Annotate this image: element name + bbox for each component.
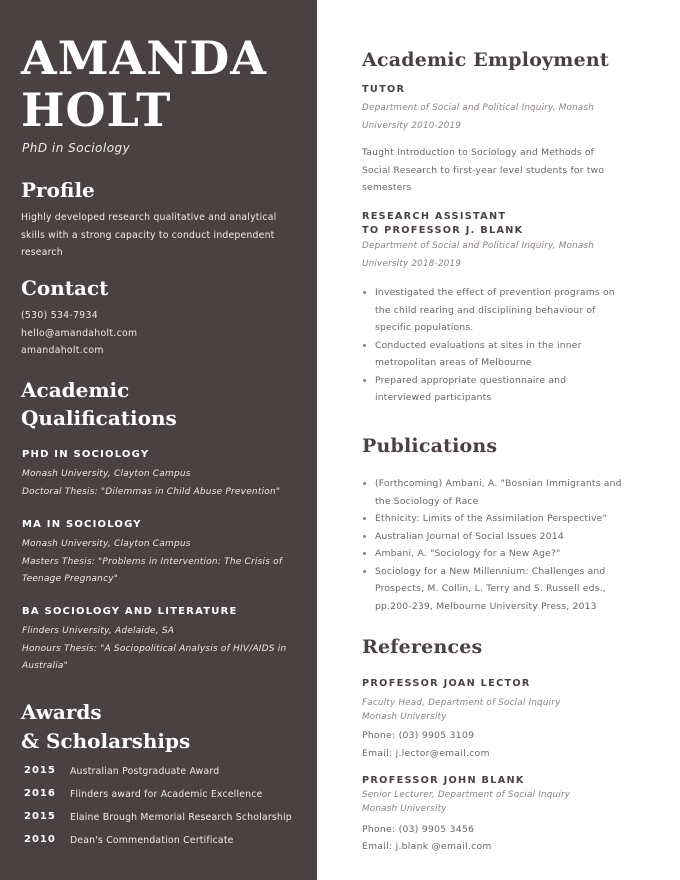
- awards-heading-line1: Awards: [21, 700, 102, 724]
- job-bullets: [362, 284, 622, 407]
- list-item: Ethnicity: Limits of the Assimilation Perspective": [362, 510, 622, 528]
- job-org: [362, 238, 622, 273]
- reference-email[interactable]: Email: j.lector@email.com: [362, 748, 490, 759]
- degree-detail: Australia": [22, 661, 68, 671]
- main-content: [317, 0, 680, 880]
- job-role: TUTOR: [362, 84, 406, 95]
- name-first: AMANDA: [21, 31, 267, 85]
- award-year: 2010: [24, 834, 56, 845]
- reference-title: [362, 787, 622, 818]
- degree-detail: Honours Thesis: "A Sociopolitical Analysis of HIV/AIDS in: [22, 644, 287, 654]
- profile-line: Highly developed research qualitative and analytical: [21, 212, 277, 223]
- reference-name: PROFESSOR JOAN LECTOR: [362, 678, 531, 689]
- profile-line: skills with a strong capacity to conduct independent: [21, 229, 275, 241]
- profile-line: research: [21, 247, 63, 258]
- job-description-line: Social Research to first-year level students for two: [362, 164, 605, 176]
- job-role-line: TO PROFESSOR J. BLANK: [362, 225, 524, 236]
- employment-heading: Academic Employment: [362, 49, 609, 71]
- degree-title: MA IN SOCIOLOGY: [22, 519, 142, 530]
- qualifications-heading-line2: Qualifications: [21, 406, 177, 430]
- job-org-line: Department of Social and Political Inquiry, Monash: [362, 103, 595, 113]
- qualifications-heading-line1: Academic: [21, 378, 130, 402]
- contact-website[interactable]: amandaholt.com: [21, 345, 104, 356]
- reference-phone: Phone: (03) 9905 3109: [362, 730, 475, 741]
- job-role: [362, 210, 523, 238]
- award-year: 2015: [24, 765, 56, 776]
- job-org: [362, 100, 622, 135]
- reference-email[interactable]: Email: j.blank @email.com: [362, 841, 492, 852]
- reference-title: [362, 695, 622, 726]
- degree-detail: Teenage Pregnancy": [22, 574, 119, 584]
- publications-heading: Publications: [362, 435, 498, 457]
- contact-phone: (530) 534-7934: [21, 310, 98, 321]
- list-item: Prepared appropriate questionnaire and interviewed participants: [362, 372, 622, 407]
- degree-detail: Masters Thesis: "Problems in Intervention: The Crisis of: [22, 557, 283, 567]
- award-title: Dean's Commendation Certificate: [70, 835, 234, 846]
- degree-detail: Doctoral Thesis: "Dilemmas in Child Abuse Prevention": [22, 487, 281, 497]
- job-org-line: Department of Social and Political Inquiry, Monash: [362, 241, 595, 251]
- reference-title-line: Faculty Head, Department of Social Inquiry: [362, 698, 561, 708]
- list-item: Sociology for a New Millennium: Challenges and Prospects, M. Collin, L. Terry and S. Russell eds., pp.200-239, Melbourne University Press, 2013: [362, 563, 622, 616]
- award-title: Australian Postgraduate Award: [70, 766, 220, 777]
- award-title: Flinders award for Academic Excellence: [70, 789, 263, 800]
- award-title: Elaine Brough Memorial Research Scholarship: [70, 812, 292, 823]
- contact-email[interactable]: hello@amandaholt.com: [21, 328, 138, 339]
- degree-detail: Monash University, Clayton Campus: [22, 539, 191, 549]
- reference-title-line: Senior Lecturer, Department of Social Inquiry: [362, 790, 571, 800]
- reference-title-line: Monash University: [362, 711, 447, 722]
- list-item: Australian Journal of Social Issues 2014: [362, 528, 622, 546]
- reference-phone: Phone: (03) 9905 3456: [362, 824, 475, 835]
- list-item: Investigated the effect of prevention programs on the child rearing and disciplining behaviour of specific populations.: [362, 284, 622, 337]
- job-org-line: University 2018-2019: [362, 258, 462, 269]
- list-item: (Forthcoming) Ambani, A. "Bosnian Immigrants and the Sociology of Race: [362, 475, 622, 510]
- job-org-line: University 2010-2019: [362, 120, 462, 131]
- award-year: 2016: [24, 788, 56, 799]
- job-description-line: semesters: [362, 182, 412, 193]
- job-description-line: Taught Introduction to Sociology and Methods of: [362, 147, 595, 158]
- subtitle: PhD in Sociology: [22, 141, 131, 155]
- profile-text: [21, 209, 291, 262]
- reference-name: PROFESSOR JOHN BLANK: [362, 775, 525, 786]
- degree-detail: Monash University, Clayton Campus: [22, 469, 191, 479]
- degree-detail: Flinders University, Adelaide, SA: [22, 626, 175, 636]
- sidebar: [0, 0, 317, 880]
- list-item: Conducted evaluations at sites in the inner metropolitan areas of Melbourne: [362, 337, 622, 372]
- degree-title: PHD IN SOCIOLOGY: [22, 449, 150, 460]
- list-item: Ambani, A. "Sociology for a New Age?": [362, 545, 622, 563]
- award-year: 2015: [24, 811, 56, 822]
- job-role-line: RESEARCH ASSISTANT: [362, 211, 507, 222]
- reference-title-line: Monash University: [362, 803, 447, 814]
- job-description: [362, 144, 617, 197]
- publications-list: [362, 475, 622, 615]
- profile-heading: Profile: [21, 178, 95, 202]
- contact-heading: Contact: [21, 276, 109, 300]
- name-last: HOLT: [21, 83, 172, 137]
- degree-title: BA SOCIOLOGY AND LITERATURE: [22, 606, 238, 617]
- awards-heading-line2: & Scholarships: [21, 729, 191, 753]
- references-heading: References: [362, 636, 483, 658]
